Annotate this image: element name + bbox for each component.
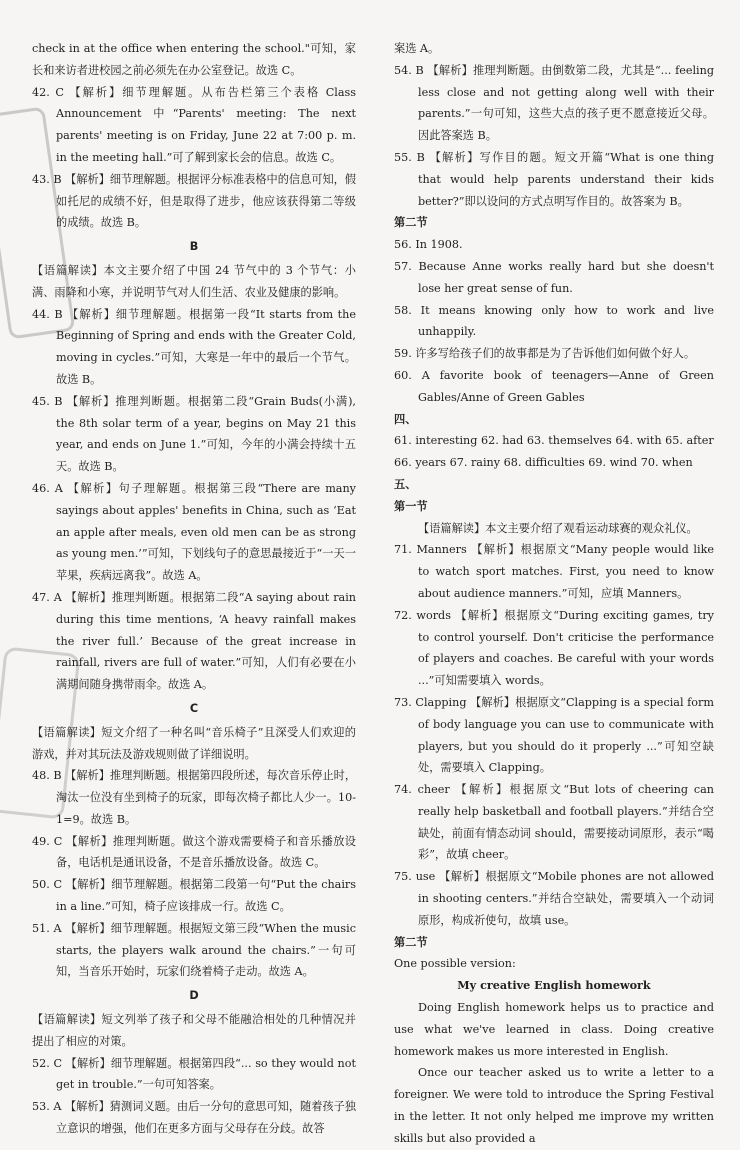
left-paragraph-10: 【语篇解读】短文介绍了一种名叫“音乐椅子”且深受人们欢迎的游戏，并对其玩法及游戏规则做了详细说明。 bbox=[32, 725, 356, 761]
right-paragraph-14: 【语篇解读】本文主要介绍了观看运动球赛的观众礼仪。 bbox=[418, 521, 698, 535]
left-paragraph-0: check in at the office when entering the school."可知，家长和来访者进校园之前必须先在办公室登记。故选 C。 bbox=[32, 42, 356, 77]
right-paragraph-10: 61. interesting 62. had 63. themselves 64. with 65. after bbox=[394, 434, 714, 448]
right-paragraph-15: 71. Manners 【解析】根据原文“Many people would like to watch sport matches. First, you need to know about audience manners.”可知，应填 Manners。 bbox=[394, 543, 714, 600]
left-paragraph-18: 53. A 【解析】猜测词义题。由后一分句的意思可知，随着孩子独立意识的增强，他们在更多方面与父母存在分歧。故答 bbox=[32, 1100, 356, 1136]
right-paragraph-7: 59. 许多写给孩子们的故事都是为了告诉他们如何做个好人。 bbox=[394, 347, 696, 361]
right-paragraph-18: 74. cheer 【解析】根据原文“But lots of cheering can really help basketball and football players.”并结合空缺处，前面有情态动词 should，需要接动词原形，表示“喝彩”，故填 cheer。 bbox=[394, 783, 714, 862]
left-paragraph-12: 49. C 【解析】推理判断题。做这个游戏需要椅子和音乐播放设备，电话机是通讯设备，不是音乐播放设备。故选 C。 bbox=[32, 834, 356, 870]
left-paragraph-17: 52. C 【解析】细节理解题。根据第四段“... so they would not get in trouble.”一句可知答案。 bbox=[32, 1056, 356, 1092]
right-paragraph-22: My creative English homework bbox=[457, 978, 651, 993]
left-paragraph-1: 42. C 【解析】细节理解题。从布告栏第三个表格 Class Announcement 中“Parents' meeting: The next parents' meeting is on Friday, June 22 at 7:00 p. m. in the meeting hall.”可了解到家长会的信息。故选 C。 bbox=[32, 85, 356, 164]
right-paragraph-6: 58. It means knowing only how to work and live unhappily. bbox=[394, 303, 714, 339]
right-paragraph-17: 73. Clapping 【解析】根据原文“Clapping is a special form of body language you can use to communicate with players, but you should do it properly ...”可知空缺处，需要填入 Clapping。 bbox=[394, 695, 714, 775]
right-paragraph-4: 56. In 1908. bbox=[394, 238, 463, 252]
right-paragraph-20: 第二节 bbox=[394, 934, 428, 949]
right-paragraph-1: 54. B 【解析】推理判断题。由倒数第二段，尤其是“... feeling less close and not getting along well with their parents.”一句可知，这些大点的孩子更不愿意接近父母。因此答案选 B。 bbox=[394, 63, 714, 143]
left-paragraph-7: 46. A 【解析】句子理解题。根据第三段“There are many sayings about apples' benefits in China, such as ‘Eat an apple after meals, even old men can be as strong as young men.’”可知，下划线句子的意思最接近于“一天一苹果，疾病远离我”。故选 A。 bbox=[32, 481, 356, 583]
right-paragraph-3: 第二节 bbox=[394, 215, 428, 230]
left-paragraph-3: B bbox=[189, 240, 199, 254]
right-paragraph-21: One possible version: bbox=[394, 957, 516, 971]
right-paragraph-9: 四、 bbox=[394, 411, 417, 426]
right-paragraph-23: Doing English homework helps us to practice and use what we've learned in class. Doing creative homework makes us more interested in English. bbox=[394, 1001, 714, 1058]
right-paragraph-12: 五、 bbox=[394, 476, 417, 491]
left-paragraph-5: 44. B 【解析】细节理解题。根据第一段“It starts from the Beginning of Spring and ends with the Greater Cold, moving in cycles.”可知，大寒是一年中的最后一个节气。故选 B。 bbox=[32, 307, 356, 386]
left-paragraph-14: 51. A 【解析】细节理解题。根据短文第三段“When the music starts, the players walk around the chairs.”一句可知，当音乐开始时，玩家们绕着椅子走动。故选 A。 bbox=[32, 921, 356, 979]
left-paragraph-15: D bbox=[189, 989, 199, 1003]
left-paragraph-9: C bbox=[189, 701, 199, 715]
right-paragraph-16: 72. words 【解析】根据原文“During exciting games, try to control yourself. Don't criticise the performance of players and coaches. Be careful with your words ...”可知需要填入 words。 bbox=[394, 608, 714, 688]
right-paragraph-8: 60. A favorite book of teenagers—Anne of Green Gables/Anne of Green Gables bbox=[394, 368, 714, 404]
left-paragraph-11: 48. B 【解析】推理判断题。根据第四段所述，每次音乐停止时，淘汰一位没有坐到椅子的玩家，即每次椅子都比人少一。10-1=9。故选 B。 bbox=[32, 769, 357, 826]
right-paragraph-24: Once our teacher asked us to write a letter to a foreigner. We were told to introduce the Spring Festival in the letter. It not only helped me improve my written skills but also provided a bbox=[394, 1066, 714, 1145]
left-paragraph-16: 【语篇解读】短文列举了孩子和父母不能融洽相处的几种情况并提出了相应的对策。 bbox=[32, 1013, 356, 1048]
left-paragraph-2: 43. B 【解析】细节理解题。根据评分标准表格中的信息可知，假如托尼的成绩不好，但是取得了进步，他应该获得第二等级的成绩。故选 B。 bbox=[32, 172, 357, 230]
left-paragraph-6: 45. B 【解析】推理判断题。根据第二段“Grain Buds(小满), the 8th solar term of a year, begins on May 21 this year, and ends on June 1.”可知，今年的小满会持续十五天。故选 B。 bbox=[32, 394, 356, 474]
right-paragraph-2: 55. B 【解析】写作目的题。短文开篇“What is one thing that would help parents understand their kids better?”即以设问的方式点明写作目的。故答案为 B。 bbox=[394, 150, 714, 208]
right-paragraph-13: 第一节 bbox=[394, 498, 428, 513]
right-paragraph-19: 75. use 【解析】根据原文“Mobile phones are not allowed in shooting centers.”并结合空缺处，需要填入一个动词原形，构成祈使句，故填 use。 bbox=[394, 870, 714, 927]
left-column bbox=[32, 38, 356, 1140]
left-paragraph-13: 50. C 【解析】细节理解题。根据第二段第一句“Put the chairs in a line.”可知，椅子应该排成一行。故选 C。 bbox=[32, 878, 356, 914]
left-paragraph-8: 47. A 【解析】推理判断题。根据第二段“A saying about rain during this time mentions, ‘A heavy rainfall makes the river full.’ Because of the great increase in rainfall, rivers are full of water.”可知，人们有必要在小满期间随身携带雨伞。故选 A。 bbox=[32, 590, 356, 692]
right-paragraph-0: 案选 A。 bbox=[394, 42, 440, 55]
right-paragraph-5: 57. Because Anne works really hard but she doesn't lose her great sense of fun. bbox=[394, 259, 714, 295]
right-column bbox=[394, 38, 714, 1150]
right-paragraph-11: 66. years 67. rainy 68. difficulties 69. wind 70. when bbox=[394, 456, 693, 470]
left-paragraph-4: 【语篇解读】本文主要介绍了中国 24 节气中的 3 个节气：小满、雨降和小寒，并说明节气对人们生活、农业及健康的影响。 bbox=[32, 263, 356, 299]
